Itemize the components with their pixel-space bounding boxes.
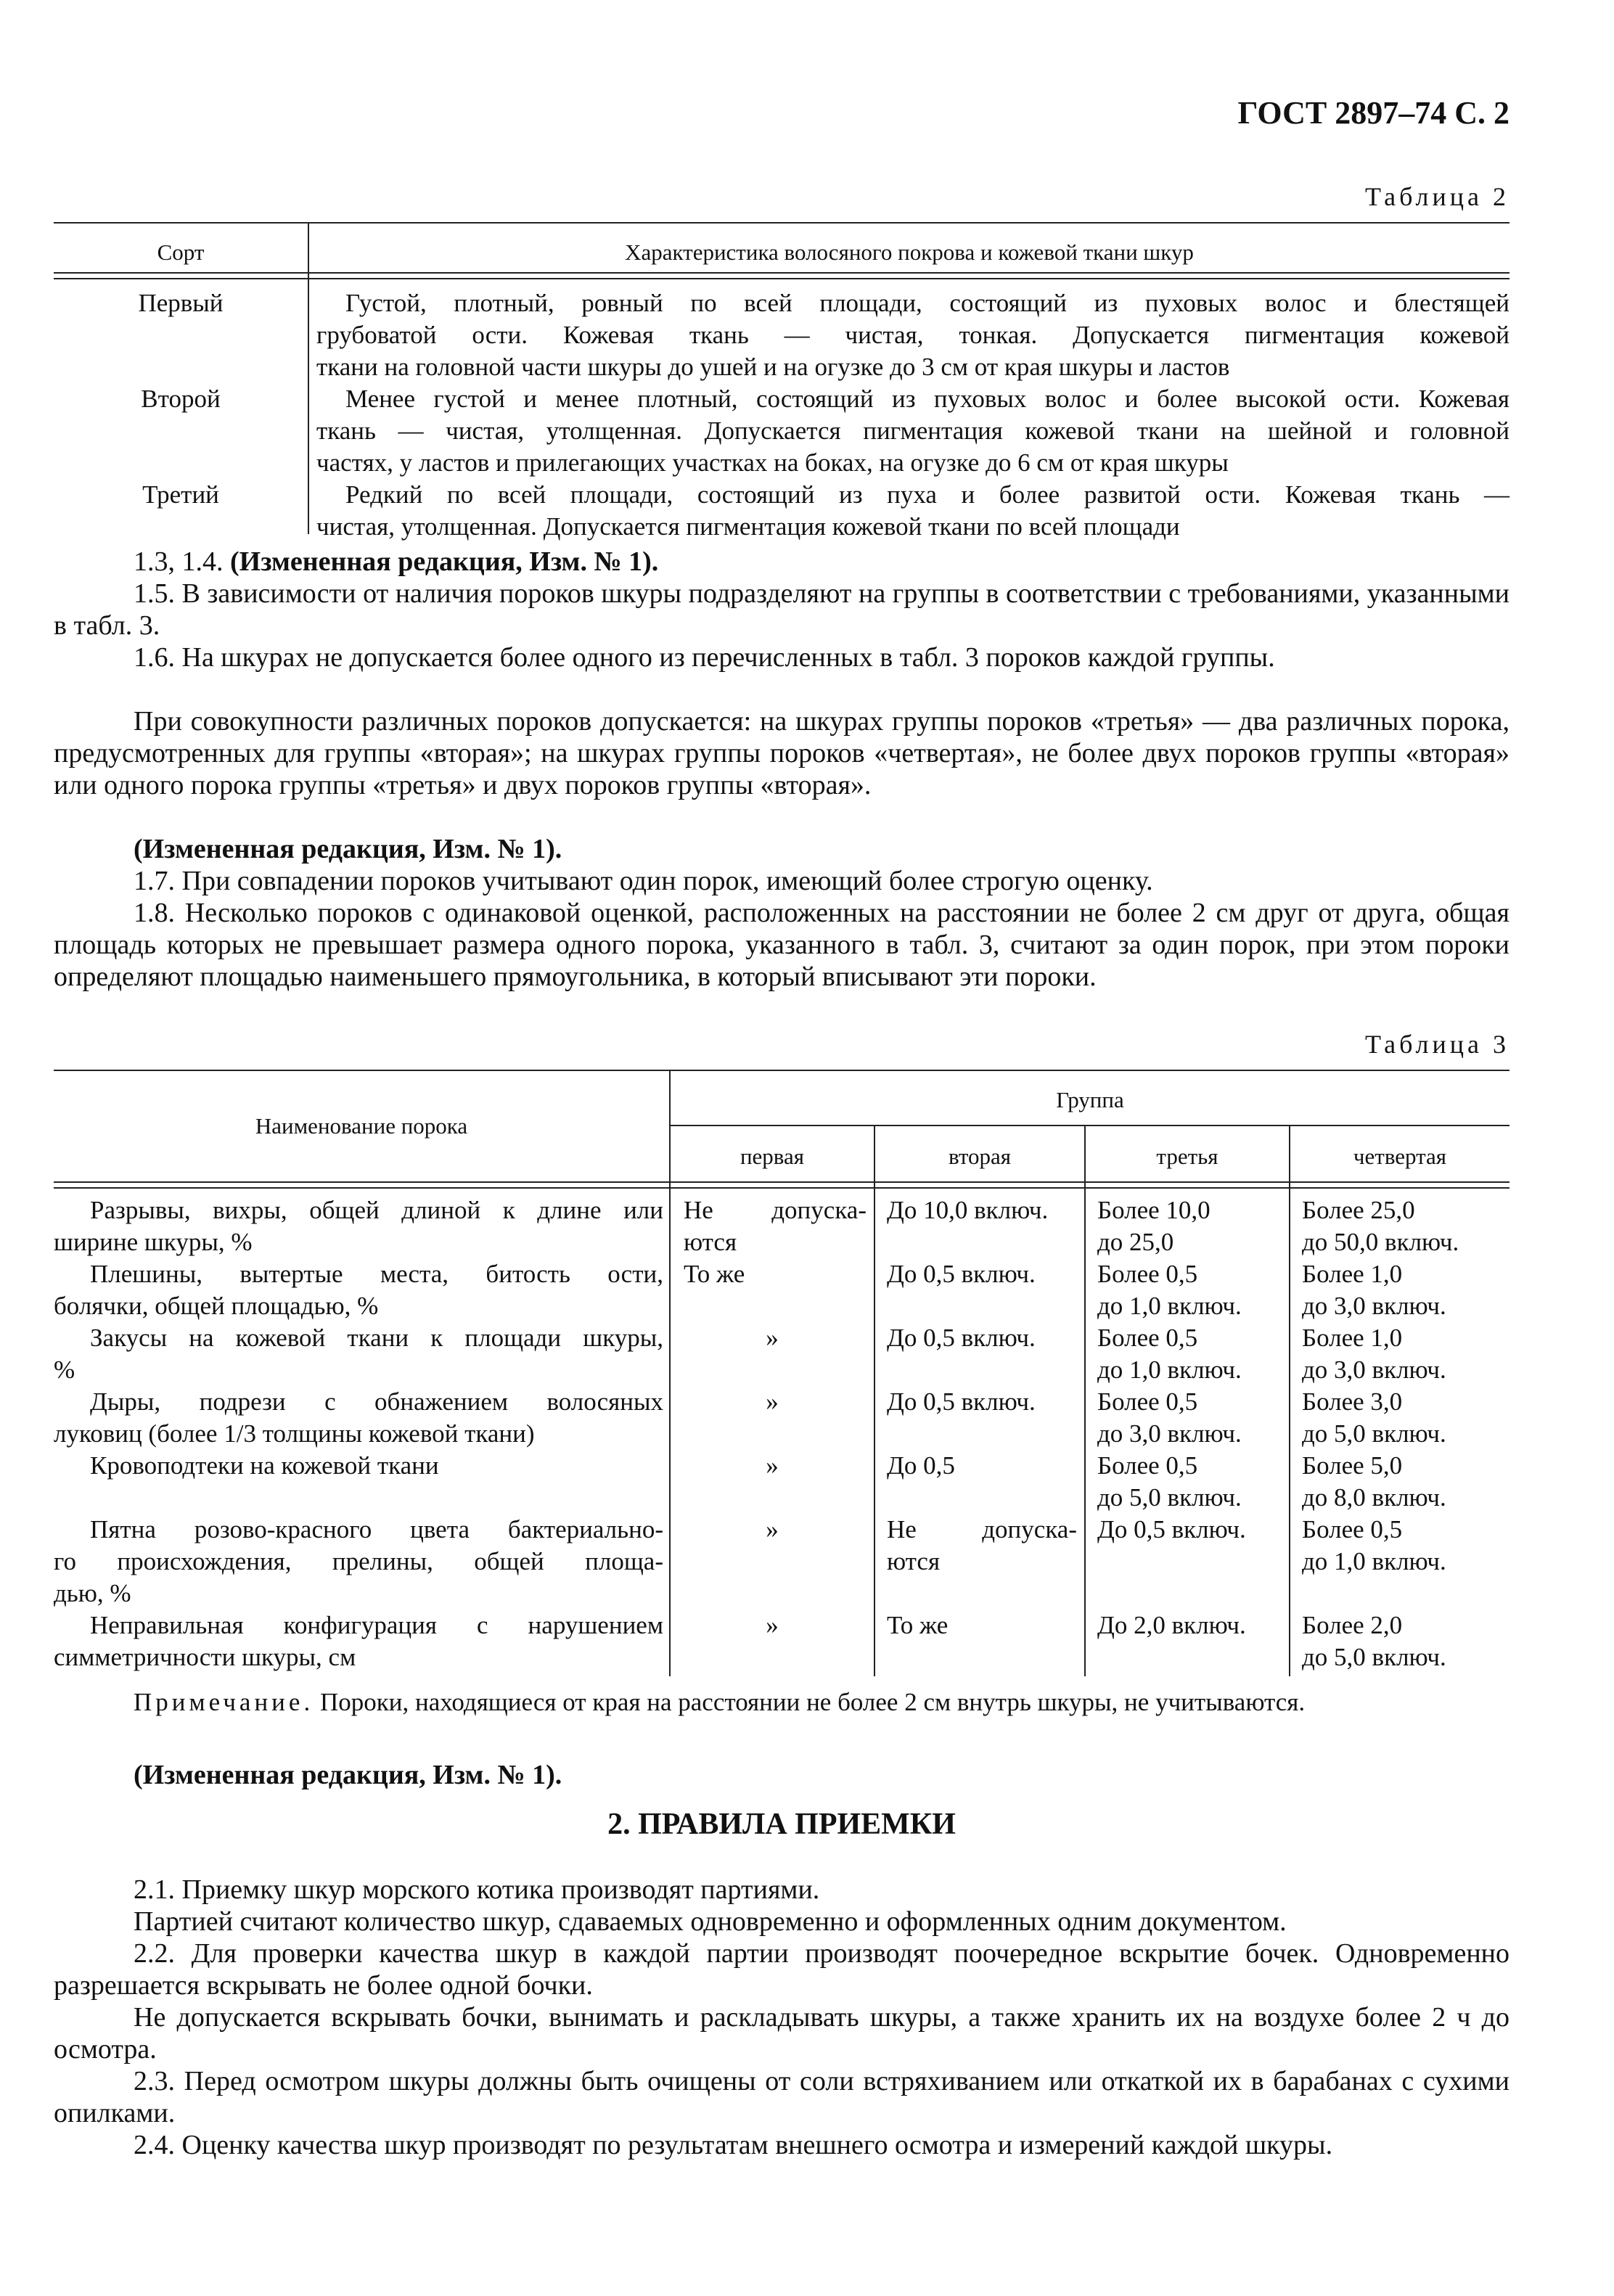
table2-header-characteristic: Характеристика волосяного покрова и кожевой ткани шкур [625,239,1194,265]
table3-header-group-4: четвертая [1353,1144,1447,1169]
table3-header-rule [54,1181,1509,1183]
table3-cell-line: » [766,1387,779,1416]
amend-note: (Измененная редакция, Изм. № 1). [134,834,562,864]
table3-cell-line: До 0,5 включ. [887,1260,1036,1288]
table3-row-name [54,1386,663,1450]
table3-col-divider-3 [1084,1126,1086,1676]
table3-cell-line: Более 1,0 [1302,1324,1403,1352]
table3-cell-g2 [887,1610,1084,1641]
table3-cell-line: До 0,5 [887,1451,955,1480]
table3-cell-line: до 5,0 включ. [1302,1643,1446,1671]
table3-cell-line: Более 5,0 [1302,1451,1403,1480]
table2-desc-1 [316,287,1509,383]
table3-cell-line: Более 0,5 [1097,1387,1198,1416]
table3-cell-g1 [671,1610,874,1641]
table2-desc-1-line: грубоватой ости. Кожевая ткань — чистая, тонкая. Допускается пигментация кожевой [316,321,1509,349]
table3-row-name [54,1450,663,1482]
table3-cell-g4 [1302,1386,1509,1450]
para-2-1: 2.1. Приемку шкур морского котика производят партиями. [134,1874,820,1905]
table3-col-divider-4 [1289,1126,1290,1676]
table3-name-line: ширине шкуры, % [54,1228,253,1256]
table2-grade-1: Первый [138,289,224,317]
table3-name-line: дью, % [54,1579,131,1607]
table3-cell-g4 [1302,1450,1509,1514]
table3-header-group: Группа [1056,1087,1124,1112]
table3-cell-line: ются [684,1228,737,1256]
table3-group-rule [671,1125,1509,1126]
table3-cell-line: » [766,1451,779,1480]
table3-cell-g1 [684,1194,867,1258]
para-2-1-batch: Партией считают количество шкур, сдаваемых одновременно и оформленных одним документом. [134,1906,1287,1937]
table3-header-group-1: первая [740,1144,805,1169]
table3-row-name [54,1610,663,1673]
table3-name-line: Разрывы, вихры, общей длиной к длине или [90,1196,663,1224]
table3-cell-line: Более 2,0 [1302,1611,1403,1639]
table3-cell-g3 [1097,1450,1287,1514]
table3-cell-line: до 5,0 включ. [1097,1483,1242,1512]
table3-row-name [54,1258,663,1322]
table3-cell-g4 [1302,1194,1509,1258]
table2-desc-1-line: ткани на головной части шкуры до ушей и на огузке до 3 см от края шкуры и ластов [316,353,1230,381]
table3-name-line: % [54,1356,75,1384]
table3-name-line: болячки, общей площадью, % [54,1292,379,1320]
table2-header-rule [54,272,1509,274]
para-1-3-amend [54,546,1509,578]
table3-cell-line: » [766,1611,779,1639]
table3-cell-line: Не допуска- [684,1196,867,1224]
table2-desc-3-line: чистая, утолщенная. Допускается пигментация кожевой ткани по всей площади [316,512,1180,541]
table3-cell-g1 [671,1322,874,1354]
table3-cell-line: до 3,0 включ. [1302,1292,1446,1320]
table3-cell-line: до 3,0 включ. [1097,1419,1242,1448]
table2-desc-2-line: частях, у ластов и прилегающих участках на боках, на огузке до 6 см от края шкуры [316,448,1229,477]
table3-name-line: симметричности шкуры, см [54,1643,356,1671]
table3-cell-line: » [766,1324,779,1352]
table3-name-line: Пятна розово-красного цвета бактериально- [90,1515,663,1543]
table3-name-line: Кровоподтеки на кожевой ткани [90,1451,439,1480]
table2-desc-2-line: ткань — чистая, утолщенная. Допускается пигментация кожевой ткани на шейной и головной [316,417,1509,445]
table3-row-name [54,1322,663,1386]
table3-cell-g1 [671,1386,874,1418]
table3-cell-line: до 1,0 включ. [1097,1356,1242,1384]
table3-name-line: го происхождения, прелины, общей площа- [54,1547,663,1575]
table3-name-line: Неправильная конфигурация с нарушением [90,1611,663,1639]
table3-row-name [54,1514,663,1610]
table2-grade-2: Второй [141,385,221,413]
para-2-2: 2.2. Для проверки качества шкур в каждой партии производят поочередное вскрытие бочек. Одновременно разрешается вскрывать не более одной бочки. [54,1938,1509,2001]
table3-cell-line: Более 0,5 [1097,1451,1198,1480]
table3-cell-g1 [671,1450,874,1482]
table3-header-group-2: вторая [948,1144,1012,1169]
table3-cell-g3 [1097,1194,1287,1258]
para-2-2-restriction: Не допускается вскрывать бочки, вынимать и раскладывать шкуры, а также хранить их на воздухе более 2 ч до осмотра. [54,2002,1509,2065]
table2-desc-3 [316,479,1509,543]
table2-grade-3: Третий [142,480,219,509]
table3-cell-line: Более 1,0 [1302,1260,1403,1288]
table3-cell-g2 [887,1450,1084,1482]
table2-caption: Таблица 2 [1365,182,1509,211]
para-1-3-prefix: 1.3, 1.4. [134,546,230,577]
para-1-6: 1.6. На шкурах не допускается более одного из перечисленных в табл. 3 пороков каждой группы. [134,642,1275,673]
table3-cell-g3 [1097,1514,1287,1546]
para-2-3: 2.3. Перед осмотром шкуры должны быть очищены от соли встряхиванием или откаткой их в барабанах с сухими опилками. [54,2066,1509,2128]
table3-cell-line: до 50,0 включ. [1302,1228,1459,1256]
table2-header-rule-2 [54,278,1509,279]
table3-cell-g2 [887,1258,1084,1290]
table2-column-divider [308,222,309,534]
amend-note: (Измененная редакция, Изм. № 1). [134,1760,562,1790]
table3-cell-line: До 0,5 включ. [887,1387,1036,1416]
table3-cell-g1 [684,1258,867,1290]
note-text: Пороки, находящиеся от края на расстоянии не более 2 см внутрь шкуры, не учитываются. [314,1688,1306,1716]
table3-col-divider-2 [874,1126,875,1676]
table3-cell-g4 [1302,1258,1509,1322]
table3-cell-line: до 1,0 включ. [1097,1292,1242,1320]
table3-cell-line: до 1,0 включ. [1302,1547,1446,1575]
table3-caption: Таблица 3 [1365,1030,1509,1059]
table3-cell-line: То же [887,1611,949,1639]
table3-cell-line: Более 0,5 [1097,1260,1198,1288]
table3-header-name: Наименование порока [255,1113,468,1139]
table3-cell-line: Более 3,0 [1302,1387,1403,1416]
table3-cell-line: до 8,0 включ. [1302,1483,1446,1512]
table3-cell-line: до 3,0 включ. [1302,1356,1446,1384]
table3-name-line: Плешины, вытертые места, битость ости, [90,1260,663,1288]
table2-top-rule [54,222,1509,224]
table3-cell-line: То же [684,1260,745,1288]
table3-cell-g4 [1302,1610,1509,1673]
page-header-code: ГОСТ 2897–74 С. 2 [1237,95,1509,131]
table3-cell-line: Более 25,0 [1302,1196,1415,1224]
table3-cell-line: ются [887,1547,941,1575]
note-label: Примечание. [134,1688,314,1716]
table3-name-line: Закусы на кожевой ткани к площади шкуры, [90,1324,663,1352]
section-2-title: 2. ПРАВИЛА ПРИЕМКИ [607,1808,956,1841]
table2-desc-2-line: Менее густой и менее плотный, состоящий из пуховых волос и более высокой ости. Кожевая [345,385,1509,413]
table3-name-line: Дыры, подрези с обнажением волосяных [90,1387,663,1416]
table3-cell-line: Более 10,0 [1097,1196,1210,1224]
table3-cell-line: До 10,0 включ. [887,1196,1049,1224]
table3-name-line: луковиц (более 1/3 толщины кожевой ткани) [54,1419,535,1448]
para-1-8: 1.8. Несколько пороков с одинаковой оценкой, расположенных на расстоянии не более 2 см друг от друга, общая площадь которых не превышает размера одного порока, указанного в табл. 3, считают за один порок, при этом пороки определяют площадью наименьшего прямоугольника, в который вписывают эти пороки. [54,898,1509,992]
table2-header-grade: Сорт [157,239,205,265]
amend-note: (Измененная редакция, Изм. № 1). [230,546,659,577]
table3-cell-g3 [1097,1258,1287,1322]
table3-cell-line: до 5,0 включ. [1302,1419,1446,1448]
table3-cell-g4 [1302,1514,1509,1578]
table3-cell-g4 [1302,1322,1509,1386]
table3-cell-g2 [887,1386,1084,1418]
table3-cell-line: Не допуска- [887,1515,1077,1543]
table3-note [54,1686,1509,1718]
table3-header-rule-2 [54,1187,1509,1189]
table3-cell-line: Более 0,5 [1302,1515,1403,1543]
table2-desc-1-line: Густой, плотный, ровный по всей площади, состоящий из пуховых волос и блестящей [345,289,1509,317]
para-2-4: 2.4. Оценку качества шкур производят по результатам внешнего осмотра и измерений каждой шкуры. [134,2130,1333,2160]
table3-row-name [54,1194,663,1258]
table3-cell-g2 [887,1514,1077,1578]
table2-desc-3-line: Редкий по всей площади, состоящий из пуха и более развитой ости. Кожевая ткань — [345,480,1509,509]
table3-cell-line: Более 0,5 [1097,1324,1198,1352]
table3-top-rule [54,1070,1509,1071]
table3-cell-line: до 25,0 [1097,1228,1174,1256]
table3-header-group-3: третья [1156,1144,1218,1169]
table3-cell-line: » [766,1515,779,1543]
table3-cell-line: До 0,5 включ. [1097,1515,1246,1543]
para-1-7: 1.7. При совпадении пороков учитывают один порок, имеющий более строгую оценку. [134,866,1153,896]
table3-cell-g1 [671,1514,874,1546]
table3-cell-g2 [887,1322,1084,1354]
para-combination: При совокупности различных пороков допускается: на шкурах группы пороков «третья» — два различных порока, предусмотренных для группы «вторая»; на шкурах группы пороков «четвертая», не более двух пороков группы «вторая» или одного порока группы «третья» и двух пороков группы «вторая». [54,706,1509,800]
table3-cell-g3 [1097,1322,1287,1386]
table3-cell-line: До 2,0 включ. [1097,1611,1246,1639]
table3-cell-g2 [887,1194,1084,1226]
table3-cell-g3 [1097,1386,1287,1450]
para-1-5: 1.5. В зависимости от наличия пороков шкуры подразделяют на группы в соответствии с требованиями, указанными в табл. 3. [54,578,1509,641]
table3-cell-line: До 0,5 включ. [887,1324,1036,1352]
table3-cell-g3 [1097,1610,1287,1641]
table2-desc-2 [316,383,1509,479]
